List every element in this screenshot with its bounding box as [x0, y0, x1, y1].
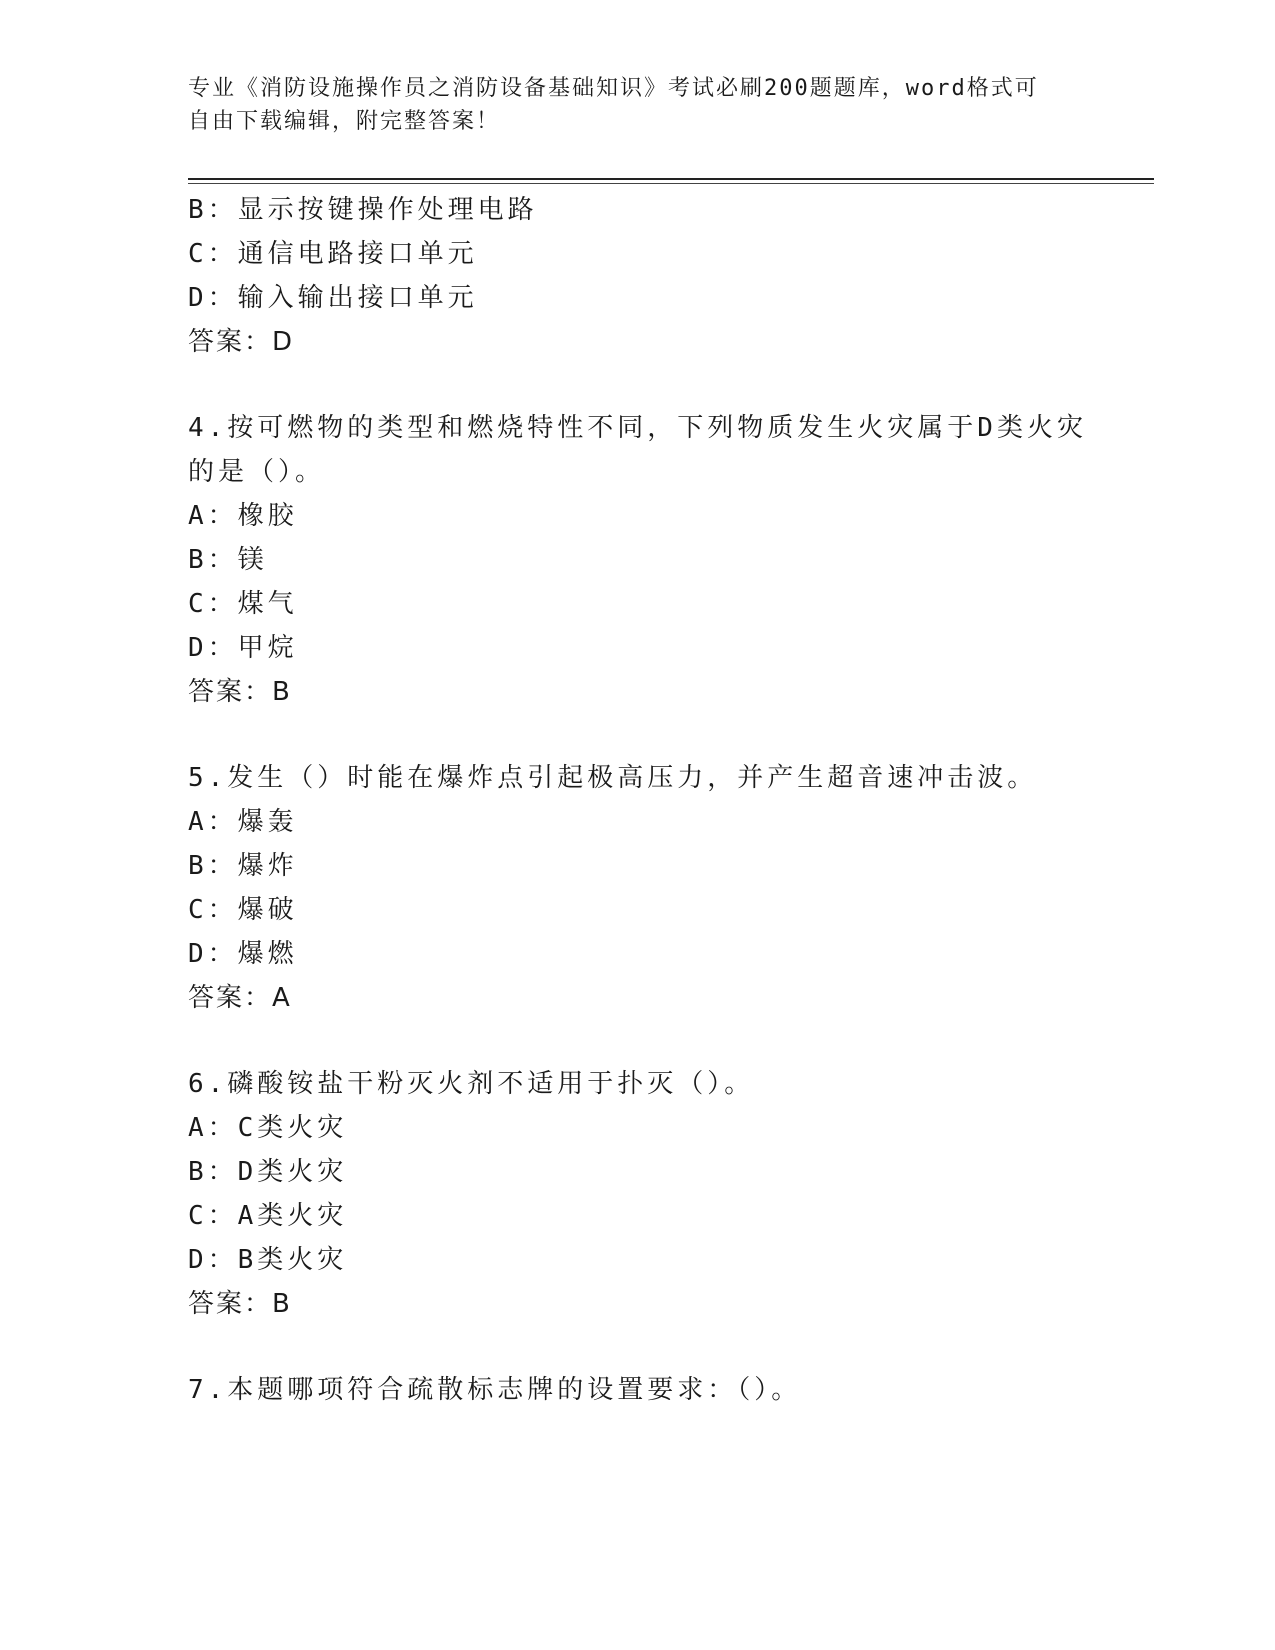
- header-divider-thick: [188, 178, 1154, 180]
- q4-option-c: C：煤气: [188, 589, 298, 619]
- q5-option-c: C：爆破: [188, 895, 298, 925]
- header-line-1: 专业《消防设施操作员之消防设备基础知识》考试必刷200题题库，word格式可: [188, 76, 1039, 101]
- q6-option-d: D：B类火灾: [188, 1245, 348, 1275]
- q3-answer: 答案：D: [188, 327, 295, 357]
- q5-option-a: A：爆轰: [188, 807, 298, 837]
- header-line-2: 自由下载编辑，附完整答案！: [188, 109, 501, 134]
- q5-answer: 答案：A: [188, 983, 292, 1013]
- q3-option-d: D：输入输出接口单元: [188, 283, 478, 313]
- q5-option-d: D：爆燃: [188, 939, 298, 969]
- q4-stem-line-1: 4.按可燃物的类型和燃烧特性不同，下列物质发生火灾属于D类火灾: [188, 413, 1087, 443]
- q3-option-b: B：显示按键操作处理电路: [188, 195, 538, 225]
- q6-option-b: B：D类火灾: [188, 1157, 348, 1187]
- q6-answer: 答案：B: [188, 1289, 292, 1319]
- q4-option-d: D：甲烷: [188, 633, 298, 663]
- q5-stem: 5.发生（）时能在爆炸点引起极高压力，并产生超音速冲击波。: [188, 763, 1038, 793]
- document-header: [188, 72, 1068, 138]
- q6-option-c: C：A类火灾: [188, 1201, 348, 1231]
- header-divider-thin: [188, 183, 1154, 184]
- q4-answer: 答案：B: [188, 677, 292, 707]
- q3-option-c: C：通信电路接口单元: [188, 239, 478, 269]
- q4-option-a: A：橡胶: [188, 501, 298, 531]
- q4-stem-line-2: 的是（）。: [188, 457, 326, 487]
- q7-stem: 7.本题哪项符合疏散标志牌的设置要求：（）。: [188, 1375, 802, 1405]
- q5-option-b: B：爆炸: [188, 851, 298, 881]
- q6-option-a: A：C类火灾: [188, 1113, 348, 1143]
- q6-stem: 6.磷酸铵盐干粉灭火剂不适用于扑灭（）。: [188, 1069, 755, 1099]
- q4-option-b: B：镁: [188, 545, 268, 575]
